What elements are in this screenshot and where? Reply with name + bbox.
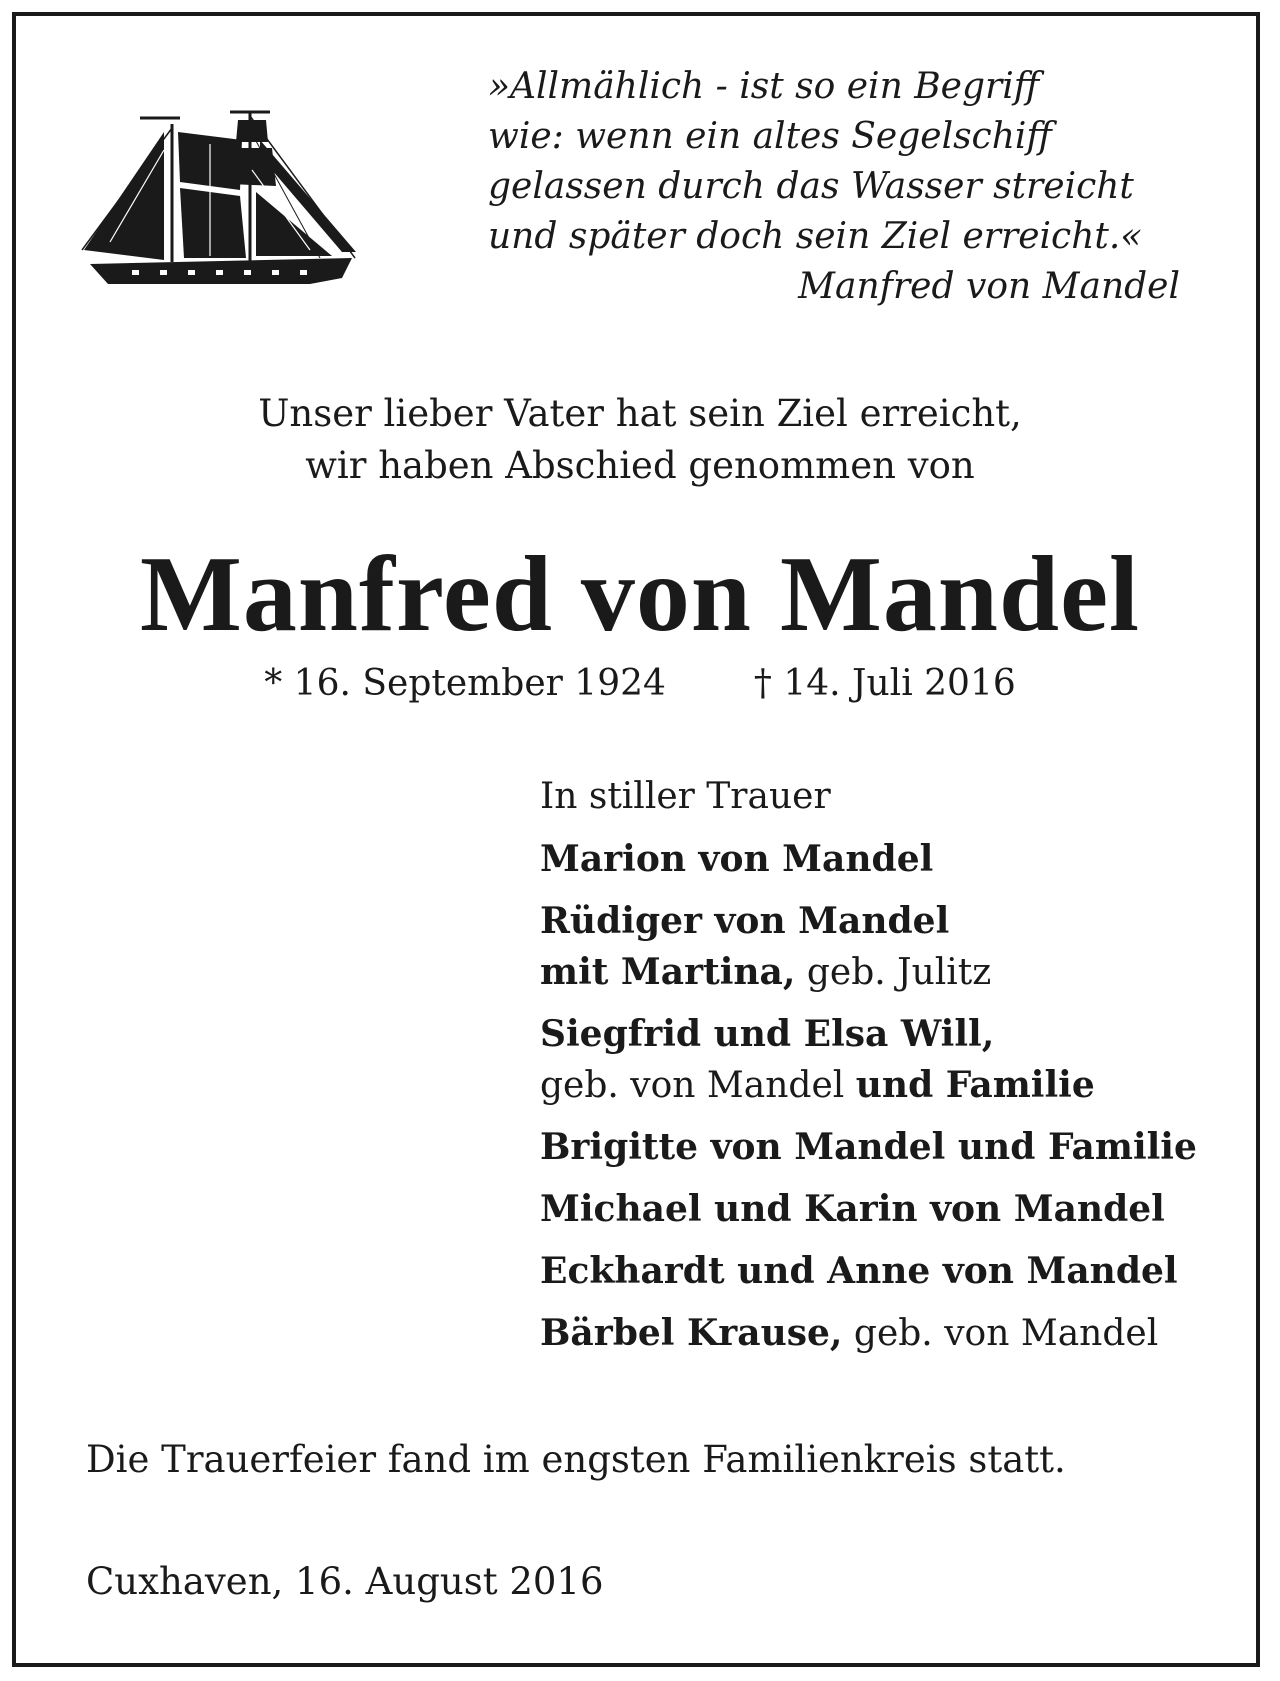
mourner-entry (540, 1246, 1260, 1297)
poem-quote (488, 62, 1188, 312)
death-date: † 14. Juli 2016 (753, 663, 1016, 704)
mourner-family: und Familie (855, 1064, 1095, 1106)
deceased-name: Manfred von Mandel (139, 535, 1141, 654)
quote-line: wie: wenn ein altes Segelschiff (488, 116, 1052, 157)
mourner-entry (540, 1122, 1260, 1173)
ceremony-note: Die Trauerfeier fand im engsten Familienkreis statt. (86, 1438, 1066, 1481)
mourner-name: Eckhardt und Anne von Mandel (540, 1250, 1178, 1292)
mourners-list (540, 770, 1260, 1370)
quote-author: Manfred von Mandel (798, 266, 1180, 307)
mourner-entry (540, 896, 1260, 998)
intro-text (0, 388, 1280, 492)
mourner-name: Michael und Karin von Mandel (540, 1188, 1165, 1230)
mourner-note: geb. von Mandel (842, 1313, 1159, 1354)
mourners-heading: In stiller Trauer (540, 776, 831, 817)
quote-line: »Allmählich - ist so ein Begriff (488, 66, 1040, 107)
mourner-name: Marion von Mandel (540, 838, 934, 880)
life-dates (0, 660, 1280, 708)
mourner-name: Rüdiger von Mandel (540, 900, 950, 942)
mourner-entry (540, 834, 1260, 885)
mourner-note: geb. von Mandel (540, 1065, 856, 1106)
mourner-name: Bärbel Krause, (540, 1312, 843, 1354)
mourner-entry (540, 1184, 1260, 1235)
quote-line: und später doch sein Ziel erreicht.« (488, 216, 1143, 257)
intro-line-2: wir haben Abschied genommen von (305, 444, 975, 487)
mourner-entry (540, 1009, 1260, 1111)
mourner-entry (540, 1308, 1260, 1359)
mourner-name: Brigitte von Mandel und Familie (540, 1126, 1197, 1168)
quote-line: gelassen durch das Wasser streicht (488, 166, 1134, 207)
mourner-partner: mit Martina, (540, 951, 796, 993)
mourner-name: Siegfrid und Elsa Will, (540, 1013, 995, 1055)
intro-line-1: Unser lieber Vater hat sein Ziel erreicht, (258, 392, 1022, 435)
birth-date: * 16. September 1924 (264, 663, 666, 704)
place-and-date: Cuxhaven, 16. August 2016 (86, 1560, 604, 1603)
sailing-ship-icon (80, 110, 360, 300)
mourner-note: geb. Julitz (795, 952, 992, 993)
